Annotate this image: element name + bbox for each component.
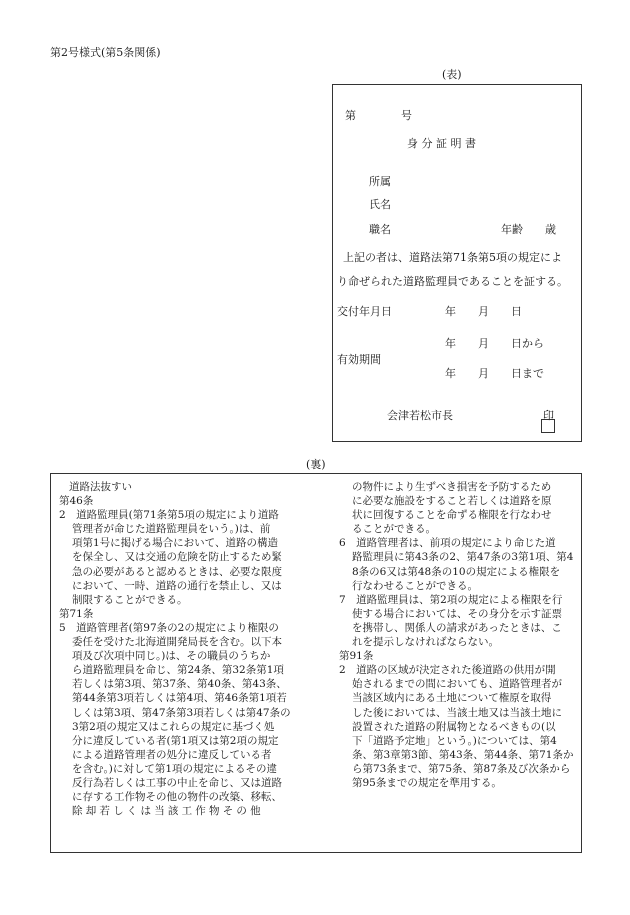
text-line: 第91条 <box>339 650 374 663</box>
text-line: 制限することができる。 <box>72 593 188 606</box>
text-line: 3第2項の規定又はこれらの規定に基づく処 <box>72 720 275 733</box>
card-number-suffix: 号 <box>401 109 412 122</box>
text-line: 路監理員に第43条の2、第47条の3第1項、第4 <box>352 551 574 564</box>
text-line: 行なわせることができる。 <box>352 579 478 592</box>
text-line: を保全し、又は交通の危険を防止するため緊 <box>72 551 282 564</box>
issuer-name: 会津若松市長 <box>387 409 453 422</box>
text-line: 状に回復することを命ずる権限を行なわせ <box>352 509 552 522</box>
text-line: を含む。)に対して第1項の規定によるその違 <box>72 762 278 775</box>
card-number-prefix: 第 <box>345 109 356 122</box>
id-card-front <box>332 84 582 442</box>
text-line: において、一時、道路の通行を禁止し、又は <box>72 579 282 592</box>
text-line: 6 道路管理者は、前項の規定により命じた道 <box>339 537 556 550</box>
text-line: ることができる。 <box>352 523 436 536</box>
id-card-back <box>50 473 582 853</box>
text-line: 委任を受けた北海道開発局長を含む。以下本 <box>72 636 282 649</box>
text-line: 管理者が命じた道路監理員をいう。)は、前 <box>72 523 271 536</box>
back-left-column <box>59 480 303 818</box>
text-line: 条、第3章第3節、第43条、第44条、第71条か <box>352 748 574 761</box>
back-right-column <box>339 480 577 790</box>
text-line: 第44条第3項若しくは第4項、第46条第1項若 <box>72 692 287 705</box>
seal-label: 印 <box>543 409 554 422</box>
text-line: れを提示しなければならない。 <box>352 636 499 649</box>
field-age-label: 年齢 歳 <box>501 223 556 236</box>
form-title: 第2号様式(第5条関係) <box>50 46 161 59</box>
text-line: 急の必要があると認めるときは、必要な限度 <box>72 565 282 578</box>
text-line: を携帯し、関係人の請求があったときは、こ <box>352 621 562 634</box>
text-line: 下「道路予定地」という。)については、第4 <box>352 734 557 747</box>
text-line: ら第73条まで、第75条、第87条及び次条から <box>352 762 571 775</box>
card-title: 身 分 証 明 書 <box>407 137 476 150</box>
front-side-label: (表) <box>442 68 462 81</box>
text-line: 若しくは第3項、第37条、第40条、第43条、 <box>72 678 287 691</box>
text-line: 項第1号に掲げる場合において、道路の構造 <box>72 537 278 550</box>
validity-label: 有効期間 <box>337 353 381 366</box>
text-line: 7 道路監理員は、第2項の規定による権限を行 <box>339 593 563 606</box>
text-line: 第95条までの規定を準用する。 <box>352 776 502 789</box>
statement-line-1: 上記の者は、道路法第71条第5項の規定によ <box>343 251 562 264</box>
text-line: 項及び次項中同じ。)は、その職員のうちか <box>72 650 271 663</box>
text-line: 設置された道路の附属物となるべきもの(以 <box>352 720 556 733</box>
text-line: しくは第3項、第47条第3項若しくは第47条の <box>72 706 291 719</box>
back-side-label: (裏) <box>306 458 326 471</box>
seal-box <box>541 419 555 433</box>
field-position-label: 職名 <box>369 223 391 236</box>
text-line: した後においては、当該土地又は当該土地に <box>352 706 562 719</box>
text-line: 2 道路監理員(第71条第5項の規定により道路 <box>59 509 279 522</box>
text-line: 反行為若しくは工事の中止を命じ、又は道路 <box>72 776 282 789</box>
text-line: 始されるまでの間においても、道路管理者が <box>352 678 562 691</box>
validity-to: 年 月 日まで <box>445 367 544 380</box>
text-line: 除却若しくは当該工作物その他 <box>72 805 264 818</box>
text-line: 当該区域内にある土地について権原を取得 <box>352 692 552 705</box>
text-line: ら道路監理員を命じ、第24条、第32条第1項 <box>72 664 284 677</box>
validity-from: 年 月 日から <box>445 337 544 350</box>
text-line: の物件により生ずべき損害を予防するため <box>352 481 552 493</box>
text-line: 道路法抜すい <box>69 481 132 493</box>
text-line: による道路管理者の処分に違反している者 <box>72 748 272 761</box>
text-line: に存する工作物その他の物件の改築、移転、 <box>72 791 282 804</box>
issue-date-value: 年 月 日 <box>445 305 522 318</box>
text-line: 8条の6又は第48条の10の規定による権限を <box>352 565 561 578</box>
statement-line-2: り命ぜられた道路監理員であることを証する。 <box>337 275 568 288</box>
text-line: 第71条 <box>59 607 94 620</box>
text-line: 分に違反している者(第1項又は第2項の規定 <box>72 734 279 747</box>
field-name-label: 氏名 <box>369 198 391 211</box>
issue-date-label: 交付年月日 <box>337 305 392 318</box>
text-line: に必要な施設をすること若しくは道路を原 <box>352 495 552 508</box>
text-line: 2 道路の区域が決定された後道路の供用が開 <box>339 664 556 677</box>
text-line: 第46条 <box>59 495 94 508</box>
text-line: 5 道路管理者(第97条の2の規定により権限の <box>59 621 279 634</box>
text-line: 使する場合においては、その身分を示す証票 <box>352 607 562 620</box>
field-affiliation-label: 所属 <box>369 175 391 188</box>
